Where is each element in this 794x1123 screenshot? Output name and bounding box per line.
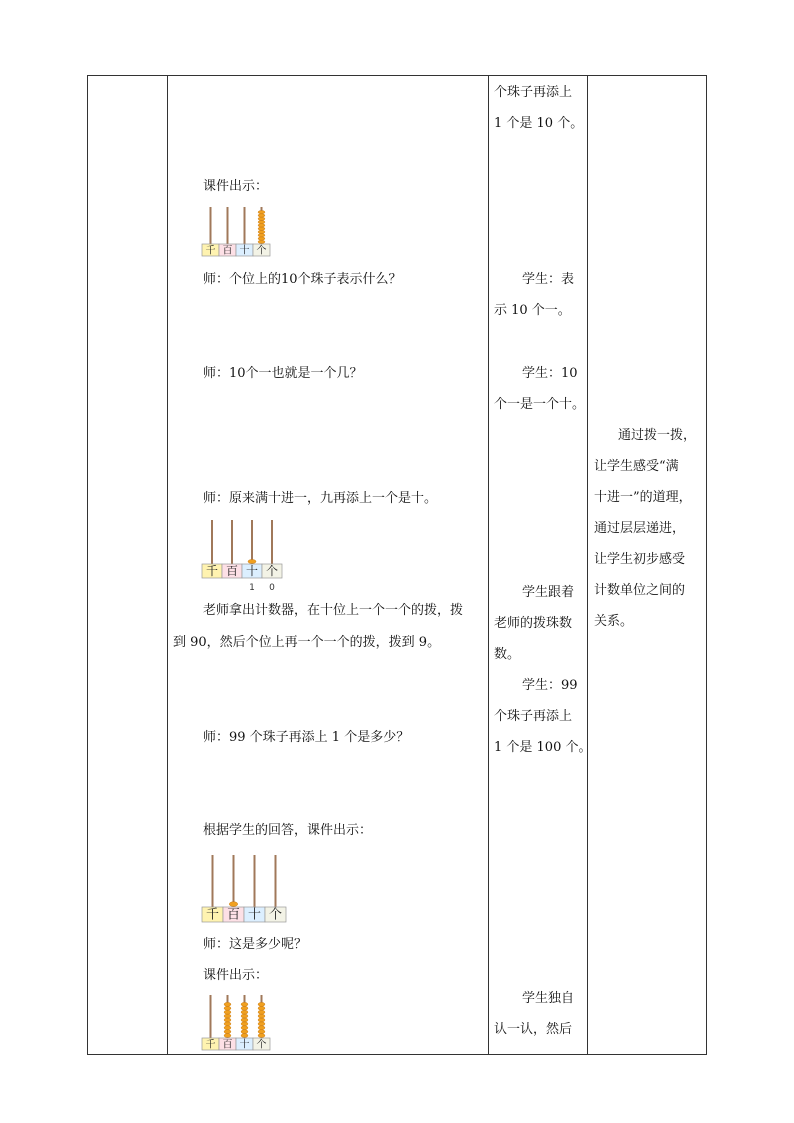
courseware-show-text-2: 课件出示： (203, 968, 269, 983)
abacus-bead (258, 211, 265, 214)
abacus-place-label: 个 (268, 907, 283, 923)
student-answer-6-line-1: 学生独自 (522, 991, 575, 1006)
abacus-bead (258, 240, 265, 243)
question-ten-ones: 师：10个一也就是一个几？ (203, 366, 363, 381)
design-intent-line-7: 关系。 (594, 614, 634, 629)
abacus-bead (224, 1030, 231, 1034)
student-answer-1-line-2: 1 个是 10 个。 (494, 116, 584, 131)
abacus-place-label: 十 (247, 907, 262, 923)
abacus-bead (241, 1022, 248, 1026)
abacus-bead (258, 224, 265, 227)
abacus-fig-3 (200, 853, 290, 923)
abacus-bead (224, 1018, 231, 1022)
abacus-place-label: 千 (205, 245, 216, 257)
statement-carry: 师：原来满十进一，九再添上一个是十。 (203, 491, 438, 506)
student-answer-1-line-1: 个珠子再添上 (494, 85, 573, 100)
design-intent-line-1: 通过拨一拨， (618, 428, 697, 443)
after-answer-text: 根据学生的回答，课件出示： (203, 823, 373, 838)
abacus-bead (224, 1026, 231, 1030)
abacus-bead (258, 1022, 265, 1026)
abacus-bead (258, 1002, 265, 1006)
abacus-bead (258, 237, 265, 240)
abacus-place-label: 十 (239, 245, 250, 257)
abacus-digit-label: 0 (269, 583, 275, 592)
column-divider-3 (587, 75, 588, 1055)
abacus-bead (241, 1002, 248, 1006)
column-divider-1 (167, 75, 168, 1055)
student-answer-4-line-3: 数。 (494, 647, 521, 662)
abacus-bead (224, 1010, 231, 1014)
abacus-bead (224, 1034, 231, 1038)
abacus-place-label: 百 (226, 907, 241, 923)
teacher-action-line-1: 老师拿出计数器，在十位上一个一个的拨，拨 (203, 603, 464, 618)
abacus-bead (258, 227, 265, 230)
abacus-place-label: 十 (239, 1039, 250, 1051)
abacus-bead (241, 1006, 248, 1010)
design-intent-line-4: 通过层层递进， (594, 521, 686, 536)
design-intent-line-2: 让学生感受“满 (594, 459, 679, 474)
abacus-place-label: 个 (265, 563, 279, 578)
abacus-bead (241, 1030, 248, 1034)
abacus-place-label: 百 (222, 1039, 233, 1051)
abacus-bead (258, 214, 265, 217)
abacus-bead (241, 1018, 248, 1022)
abacus-bead (258, 1006, 265, 1010)
question-99: 师：99 个珠子再添上 1 个是多少？ (203, 730, 410, 745)
abacus-bead (258, 220, 265, 223)
courseware-show-text: 课件出示： (203, 179, 269, 194)
design-intent-line-3: 十进一”的道理， (594, 490, 692, 505)
student-answer-6-line-2: 认一认，然后 (494, 1022, 573, 1037)
student-answer-2-line-2: 示 10 个一。 (494, 303, 571, 318)
design-intent-line-6: 计数单位之间的 (594, 583, 686, 598)
abacus-place-label: 个 (256, 1039, 267, 1051)
abacus-bead (241, 1014, 248, 1018)
abacus-fig-1 (200, 205, 272, 257)
student-answer-3-line-1: 学生：10 (522, 366, 578, 381)
abacus-bead (258, 1034, 265, 1038)
abacus-bead (258, 1010, 265, 1014)
abacus-place-label: 十 (245, 563, 259, 578)
abacus-place-label: 个 (256, 245, 267, 257)
abacus-bead (224, 1006, 231, 1010)
abacus-fig-2 (200, 518, 284, 592)
column-divider-2 (488, 75, 489, 1055)
teacher-action-line-2: 到 90，然后个位上再一个一个的拨，拨到 9。 (173, 635, 441, 650)
abacus-bead (258, 217, 265, 220)
student-answer-3-line-2: 个一是一个十。 (494, 397, 586, 412)
abacus-bead (224, 1014, 231, 1018)
abacus-place-label: 千 (205, 563, 219, 578)
abacus-place-label: 百 (225, 563, 239, 578)
student-answer-5-line-2: 个珠子再添上 (494, 709, 573, 724)
design-intent-line-5: 让学生初步感受 (594, 552, 686, 567)
abacus-place-label: 千 (205, 1039, 216, 1051)
student-answer-2-line-1: 学生：表 (522, 272, 575, 287)
student-answer-5-line-3: 1 个是 100 个。 (494, 740, 592, 755)
abacus-bead (229, 902, 237, 907)
abacus-place-label: 千 (205, 907, 220, 923)
abacus-bead (258, 1018, 265, 1022)
abacus-digit-label: 1 (249, 583, 255, 592)
abacus-bead (248, 560, 256, 564)
abacus-bead (224, 1022, 231, 1026)
abacus-place-label: 百 (222, 245, 233, 257)
question-how-many: 师：这是多少呢？ (203, 937, 308, 952)
abacus-bead (224, 1002, 231, 1006)
abacus-bead (241, 1034, 248, 1038)
abacus-bead (258, 1030, 265, 1034)
student-answer-5-line-1: 学生：99 (522, 678, 578, 693)
question-ten-beads: 师：个位上的10个珠子表示什么？ (203, 272, 402, 287)
abacus-bead (258, 234, 265, 237)
abacus-fig-4 (200, 993, 272, 1051)
abacus-bead (241, 1026, 248, 1030)
student-answer-4-line-2: 老师的拨珠数 (494, 616, 573, 631)
student-answer-4-line-1: 学生跟着 (522, 585, 575, 600)
abacus-bead (258, 230, 265, 233)
abacus-bead (258, 1026, 265, 1030)
abacus-bead (241, 1010, 248, 1014)
abacus-bead (258, 1014, 265, 1018)
